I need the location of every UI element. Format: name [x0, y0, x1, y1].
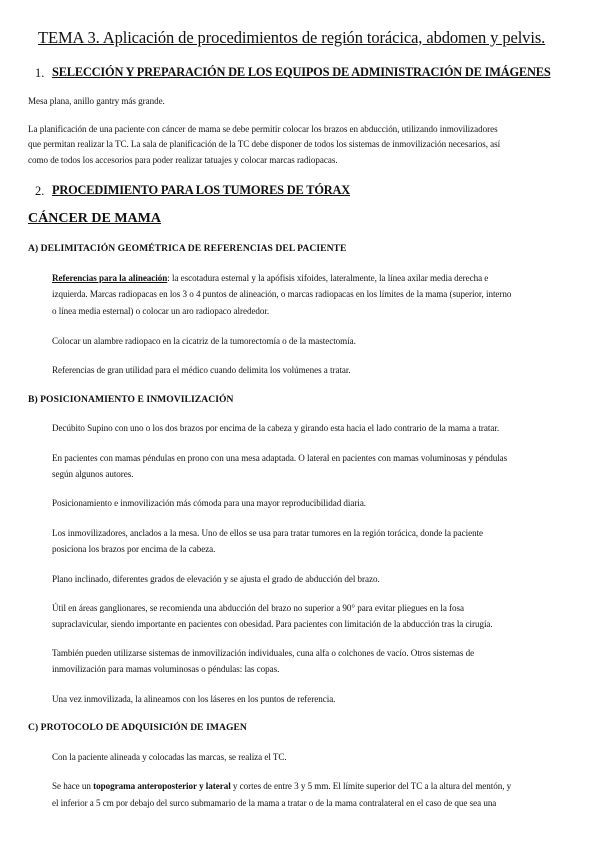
subsection-b-paragraph-2-line-1: En pacientes con mamas péndulas en prono con una mesa adaptada. O lateral en pacientes con mamas voluminosas y péndulas [52, 453, 508, 463]
subsection-b-paragraph-1: Decúbito Supino con uno o los dos brazos por encima de la cabeza y girando esta hacia el lado contrario de la mama a tratar. [52, 423, 500, 433]
subsection-c-paragraph-2-line-1 [52, 781, 511, 791]
subsection-c-paragraph-1: Con la paciente alineada y colocadas las marcas, se realiza el TC. [52, 752, 287, 762]
subsection-a-reference-line-1 [52, 273, 488, 283]
subsection-b-paragraph-6-line-2: supraclavicular, siendo importante en pacientes con obesidad. Para pacientes con limitación de la abducción tras la cirugía. [52, 619, 493, 629]
topograma-term: topograma anteroposterior y lateral [93, 781, 231, 791]
subsection-b-paragraph-2-line-2: según algunos autores. [52, 469, 134, 479]
paragraph-prefix: Se hace un [52, 781, 94, 791]
reference-label: Referencias para la alineación [52, 273, 168, 283]
subsection-b-paragraph-6-line-1: Útil en áreas ganglionares, se recomienda una abducción del brazo no superior a 90° para evitar pliegues en la fosa [52, 603, 464, 613]
cancer-de-mama-heading: CÁNCER DE MAMA [28, 211, 161, 226]
section-1-number: 1. [35, 66, 45, 80]
subsection-a-reference-line-2: izquierda. Marcas radiopacas en los 3 o 4 puntos de alineación, o marcas radiopacas en los límites de la mama (superior, interno [52, 289, 512, 299]
section-2-number: 2. [35, 184, 45, 198]
subsection-a-reference-line-3: o línea media esternal) o colocar un aro radiopaco alrededor. [52, 306, 270, 316]
subsection-a-heading: A) DELIMITACIÓN GEOMÉTRICA DE REFERENCIAS DEL PACIENTE [28, 243, 347, 254]
subsection-b-paragraph-7-line-1: También pueden utilizarse sistemas de inmovilización individuales, cuna alfa o colchones de vacío. Otros sistemas de [52, 648, 475, 658]
document-title: TEMA 3. Aplicación de procedimientos de región torácica, abdomen y pelvis. [38, 28, 546, 47]
section-1-paragraph-1: Mesa plana, anillo gantry más grande. [28, 96, 165, 106]
section-1-paragraph-2-line-1: La planificación de una paciente con cáncer de mama se debe permitir colocar los brazos en abducción, utilizando inmovilizadores [28, 124, 498, 134]
subsection-b-paragraph-8: Una vez inmovilizada, la alineamos con los láseres en los puntos de referencia. [52, 694, 336, 704]
reference-text: : la escotadura esternal y la apófisis xifoides, lateralmente, la línea axilar media derecha e [167, 273, 489, 283]
section-1-heading: SELECCIÓN Y PREPARACIÓN DE LOS EQUIPOS DE ADMINISTRACIÓN DE IMÁGENES [52, 65, 551, 79]
subsection-b-paragraph-4-line-1: Los inmovilizadores, anclados a la mesa. Uno de ellos se usa para tratar tumores en la región torácica, donde la paciente [52, 528, 484, 538]
paragraph-suffix: y cortes de entre 3 y 5 mm. El límite superior del TC a la altura del mentón, y [230, 781, 512, 791]
subsection-c-paragraph-2-line-2: el inferior a 5 cm por debajo del surco submamario de la mama a tratar o de la mama contralateral en el caso de que sea una [52, 798, 497, 808]
subsection-a-paragraph-3: Referencias de gran utilidad para el médico cuando delimita los volúmenes a tratar. [52, 365, 351, 375]
subsection-b-paragraph-4-line-2: posiciona los brazos por encima de la cabeza. [52, 544, 216, 554]
subsection-b-paragraph-3: Posicionamiento e inmovilización más cómoda para una mayor reproducibilidad diaria. [52, 498, 367, 508]
subsection-a-paragraph-2: Colocar un alambre radiopaco en la cicatriz de la tumorectomía o de la mastectomía. [52, 336, 356, 346]
subsection-b-paragraph-5: Plano inclinado, diferentes grados de elevación y se ajusta el grado de abducción del brazo. [52, 574, 380, 584]
subsection-b-paragraph-7-line-2: inmovilización para mamas voluminosas o péndulas: las copas. [52, 664, 280, 674]
section-1-paragraph-2-line-2: que permitan realizar la TC. La sala de planificación de la TC debe disponer de todos los sistemas de inmovilización necesarios, así [28, 139, 501, 149]
subsection-c-heading: C) PROTOCOLO DE ADQUISICIÓN DE IMAGEN [28, 722, 247, 733]
subsection-b-heading: B) POSICIONAMIENTO E INMOVILIZACIÓN [28, 394, 234, 405]
section-1-paragraph-2-line-3: como de todos los accesorios para poder realizar tatuajes y colocar marcas radiopacas. [28, 155, 338, 165]
section-2-heading: PROCEDIMIENTO PARA LOS TUMORES DE TÓRAX [52, 183, 350, 197]
